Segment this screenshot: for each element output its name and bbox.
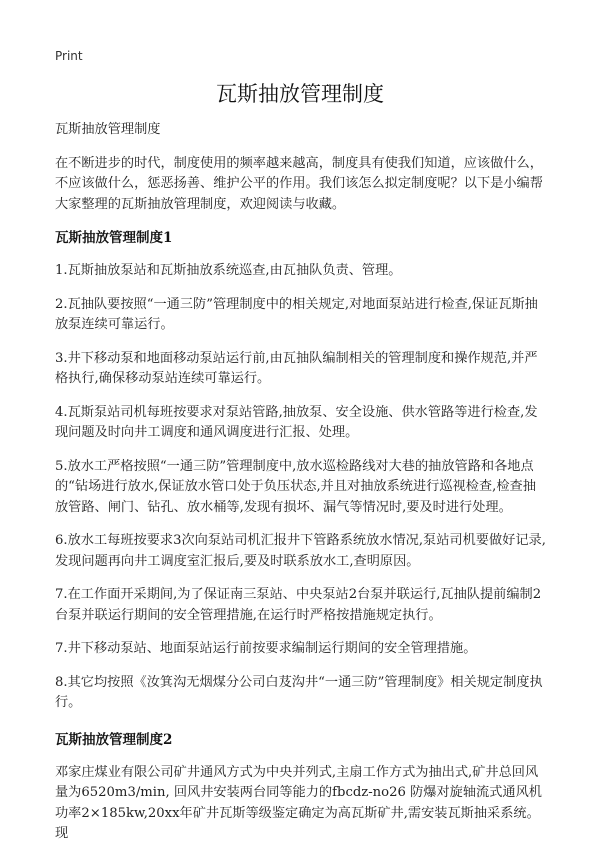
list-item: 4.瓦斯泵站司机每班按要求对泵站管路,抽放泵、安全设施、供水管路等进行检查,发现问题及时向井工调度和通风调度进行汇报、处理。 [55,404,538,440]
list-item: 3.井下移动泵和地面移动泵站运行前,由瓦抽队编制相关的管理制度和操作规范,并严格执行,确保移动泵站连续可靠运行。 [55,350,538,386]
list-item: 2.瓦抽队要按照“一通三防”管理制度中的相关规定,对地面泵站进行检查,保证瓦斯抽放泵连续可靠运行。 [55,296,538,332]
document-subtitle: 瓦斯抽放管理制度 [55,122,161,137]
section-heading-2: 瓦斯抽放管理制度2 [55,731,173,748]
list-item: 6.放水工每班按要求3次向泵站司机汇报井下管路系统放水情况,泵站司机要做好记录,发现问题再向井工调度室汇报后,要及时联系放水工,查明原因。 [55,533,546,569]
list-item: 1.瓦斯抽放泵站和瓦斯抽放系统巡查,由瓦抽队负责、管理。 [55,263,402,278]
section-heading-1: 瓦斯抽放管理制度1 [55,230,173,246]
list-item: 8.其它均按照《汝箕沟无烟煤分公司白芨沟井“一通三防”管理制度》相关规定制度执行。 [55,674,543,710]
list-item: 7.在工作面开采期间,为了保证南三泵站、中央泵站2台泵并联运行,瓦抽队提前编制2台泵并联运行期间的安全管理措施,在运行时严格按措施规定执行。 [55,587,542,623]
page-title: 瓦斯抽放管理制度 [216,82,384,106]
section2-paragraph: 邓家庄煤业有限公司矿井通风方式为中央并列式,主扇工作方式为抽出式,矿井总回风量为6520m3/min, 回风井安装两台同等能力的fbcdz-no26 防爆对旋轴流式通风机功率2×185kw,20xx年矿井瓦斯等级鉴定确定为高瓦斯矿井,需安装瓦斯抽采系统。现 [55,764,542,841]
intro-paragraph: 在不断进步的时代，制度使用的频率越来越高，制度具有使我们知道，应该做什么，不应该做什么，惩恶扬善、维护公平的作用。我们该怎么拟定制度呢？以下是小编帮大家整理的瓦斯抽放管理制度，欢迎阅读与收藏。 [55,155,543,212]
print-label[interactable]: Print [55,49,83,63]
list-item: 7.井下移动泵站、地面泵站运行前按要求编制运行期间的安全管理措施。 [55,641,477,656]
document-body [55,120,547,858]
list-item: 5.放水工严格按照“一通三防”管理制度中,放水巡检路线对大巷的抽放管路和各地点的“钻场进行放水,保证放水管口处于负压状态,并且对抽放系统进行巡视检查,检查抽放管路、闸门、钻孔、放水桶等,发现有损坏、漏气等情况时,要及时进行处理。 [55,458,536,515]
